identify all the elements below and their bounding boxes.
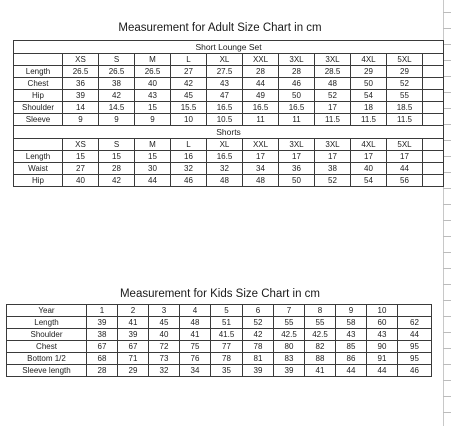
edge-tick — [443, 156, 451, 157]
table-cell: 16.5 — [243, 102, 279, 114]
table-cell: 46 — [171, 175, 207, 187]
table-cell: 29 — [118, 365, 149, 377]
table-cell: 40 — [351, 163, 387, 175]
table-cell: 41 — [118, 317, 149, 329]
table-cell: 39 — [118, 329, 149, 341]
table-cell: 36 — [279, 163, 315, 175]
table-cell: 58 — [336, 317, 367, 329]
size-header-cell: L — [171, 54, 207, 66]
table-cell: 39 — [63, 90, 99, 102]
table-cell: 52 — [315, 175, 351, 187]
section-title-shorts: Shorts — [14, 126, 444, 139]
table-cell: 10.5 — [207, 114, 243, 126]
table-row — [7, 317, 432, 329]
table-cell: 29 — [351, 66, 387, 78]
year-header-row — [7, 305, 432, 317]
edge-tick — [443, 316, 451, 317]
table-cell: 34 — [180, 365, 211, 377]
table-cell: 15 — [63, 151, 99, 163]
table-cell: 34 — [243, 163, 279, 175]
table-cell: 43 — [336, 329, 367, 341]
table-cell: 78 — [211, 353, 243, 365]
row-label: Sleeve — [14, 114, 63, 126]
table-cell: 44 — [336, 365, 367, 377]
table-cell: 48 — [207, 175, 243, 187]
table-cell: 48 — [243, 175, 279, 187]
size-header-cell: M — [135, 139, 171, 151]
table-cell: 28 — [243, 66, 279, 78]
table-cell: 17 — [279, 151, 315, 163]
table-row — [14, 114, 444, 126]
table-cell: 42 — [171, 78, 207, 90]
table-cell: 75 — [180, 341, 211, 353]
year-header-cell: 2 — [118, 305, 149, 317]
edge-tick — [443, 28, 451, 29]
table-cell: 41 — [180, 329, 211, 341]
table-cell: 83 — [274, 353, 305, 365]
empty-cell — [398, 305, 432, 317]
edge-tick — [443, 396, 451, 397]
table-cell: 54 — [351, 90, 387, 102]
table-row — [14, 151, 444, 163]
table-cell: 15 — [135, 102, 171, 114]
table-cell: 14 — [63, 102, 99, 114]
row-label: Hip — [14, 90, 63, 102]
table-cell: 11 — [279, 114, 315, 126]
table-cell: 16.5 — [207, 102, 243, 114]
table-cell: 49 — [243, 90, 279, 102]
row-label: Bottom 1/2 — [7, 353, 87, 365]
size-header-cell: 3XL — [279, 54, 315, 66]
table-cell: 39 — [274, 365, 305, 377]
table-cell: 16.5 — [279, 102, 315, 114]
table-cell: 73 — [149, 353, 180, 365]
year-header-cell: 1 — [87, 305, 118, 317]
table-cell: 10 — [171, 114, 207, 126]
size-header-cell: XL — [207, 139, 243, 151]
table-cell: 42 — [243, 329, 274, 341]
row-label: Hip — [14, 175, 63, 187]
table-cell: 28 — [279, 66, 315, 78]
table-cell: 35 — [211, 365, 243, 377]
table-cell: 42.5 — [274, 329, 305, 341]
table-cell: 44 — [135, 175, 171, 187]
table-cell: 45 — [149, 317, 180, 329]
table-cell: 17 — [387, 151, 423, 163]
table-cell: 76 — [180, 353, 211, 365]
table-cell: 11.5 — [387, 114, 423, 126]
edge-tick — [443, 60, 451, 61]
table-cell: 9 — [135, 114, 171, 126]
table-cell: 28 — [87, 365, 118, 377]
row-label: Shoulder — [14, 102, 63, 114]
row-label: Shoulder — [7, 329, 87, 341]
table-cell: 50 — [279, 175, 315, 187]
table-cell: 15 — [135, 151, 171, 163]
table-row — [14, 175, 444, 187]
table-cell: 95 — [398, 341, 432, 353]
table-cell: 26.5 — [99, 66, 135, 78]
table-cell: 14.5 — [99, 102, 135, 114]
table-cell: 86 — [336, 353, 367, 365]
section-title-short-lounge-set: Short Lounge Set — [14, 41, 444, 54]
row-label: Waist — [14, 163, 63, 175]
table-cell: 62 — [398, 317, 432, 329]
empty-cell — [423, 114, 444, 126]
size-header-cell: XS — [63, 139, 99, 151]
table-cell: 95 — [398, 353, 432, 365]
table-cell: 55 — [387, 90, 423, 102]
size-header-cell: 5XL — [387, 54, 423, 66]
edge-tick — [443, 108, 451, 109]
table-cell: 11.5 — [351, 114, 387, 126]
edge-tick — [443, 140, 451, 141]
table-cell: 16 — [171, 151, 207, 163]
table-cell: 60 — [367, 317, 398, 329]
empty-header-cell — [14, 54, 63, 66]
year-header-label: Year — [7, 305, 87, 317]
table-cell: 44 — [387, 163, 423, 175]
table-row — [14, 78, 444, 90]
size-header-row — [14, 54, 444, 66]
edge-tick — [443, 44, 451, 45]
table-row — [14, 102, 444, 114]
year-header-cell: 6 — [243, 305, 274, 317]
empty-cell — [423, 139, 444, 151]
table-cell: 90 — [367, 341, 398, 353]
table-cell: 17 — [351, 151, 387, 163]
section-header-row — [14, 126, 444, 139]
table-cell: 18 — [351, 102, 387, 114]
kids-size-table — [6, 304, 432, 377]
table-cell: 56 — [387, 175, 423, 187]
table-cell: 46 — [279, 78, 315, 90]
section-header-row — [14, 41, 444, 54]
table-cell: 30 — [135, 163, 171, 175]
table-cell: 52 — [387, 78, 423, 90]
edge-tick — [443, 300, 451, 301]
table-cell: 81 — [243, 353, 274, 365]
table-cell: 9 — [63, 114, 99, 126]
row-label: Sleeve length — [7, 365, 87, 377]
table-cell: 91 — [367, 353, 398, 365]
table-cell: 26.5 — [135, 66, 171, 78]
row-label: Length — [7, 317, 87, 329]
table-cell: 18.5 — [387, 102, 423, 114]
edge-tick — [443, 12, 451, 13]
table-cell: 27 — [63, 163, 99, 175]
table-cell: 9 — [99, 114, 135, 126]
row-label: Chest — [7, 341, 87, 353]
table-cell: 50 — [279, 90, 315, 102]
empty-header-cell — [14, 139, 63, 151]
table-cell: 11 — [243, 114, 279, 126]
empty-cell — [423, 90, 444, 102]
table-row — [14, 90, 444, 102]
table-cell: 45 — [171, 90, 207, 102]
table-cell: 67 — [118, 341, 149, 353]
table-cell: 48 — [315, 78, 351, 90]
size-header-cell: XL — [207, 54, 243, 66]
edge-tick — [443, 380, 451, 381]
table-row — [14, 66, 444, 78]
table-cell: 71 — [118, 353, 149, 365]
adult-chart-title: Measurement for Adult Size Chart in cm — [118, 22, 322, 34]
row-label: Chest — [14, 78, 63, 90]
year-header-cell: 7 — [274, 305, 305, 317]
table-cell: 26.5 — [63, 66, 99, 78]
edge-tick — [443, 172, 451, 173]
table-cell: 17 — [243, 151, 279, 163]
table-cell: 17 — [315, 102, 351, 114]
year-header-cell: 9 — [336, 305, 367, 317]
table-cell: 43 — [135, 90, 171, 102]
size-header-cell: S — [99, 139, 135, 151]
size-header-cell: 4XL — [351, 54, 387, 66]
table-cell: 29 — [387, 66, 423, 78]
table-cell: 16.5 — [207, 151, 243, 163]
table-cell: 32 — [207, 163, 243, 175]
table-cell: 78 — [243, 341, 274, 353]
year-header-cell: 8 — [305, 305, 336, 317]
table-cell: 72 — [149, 341, 180, 353]
year-header-cell: 3 — [149, 305, 180, 317]
table-cell: 42.5 — [305, 329, 336, 341]
table-cell: 42 — [99, 90, 135, 102]
table-cell: 47 — [207, 90, 243, 102]
table-cell: 77 — [211, 341, 243, 353]
table-cell: 52 — [315, 90, 351, 102]
empty-cell — [423, 102, 444, 114]
edge-tick — [443, 204, 451, 205]
empty-cell — [423, 151, 444, 163]
table-row — [14, 163, 444, 175]
year-header-cell: 10 — [367, 305, 398, 317]
table-cell: 40 — [149, 329, 180, 341]
table-cell: 11.5 — [315, 114, 351, 126]
table-cell: 28 — [99, 163, 135, 175]
table-row — [7, 365, 432, 377]
empty-cell — [423, 78, 444, 90]
edge-tick — [443, 268, 451, 269]
table-cell: 27.5 — [207, 66, 243, 78]
edge-tick — [443, 284, 451, 285]
empty-cell — [423, 66, 444, 78]
edge-tick — [443, 188, 451, 189]
table-cell: 38 — [315, 163, 351, 175]
table-cell: 41 — [305, 365, 336, 377]
edge-tick — [443, 364, 451, 365]
size-header-cell: XXL — [243, 54, 279, 66]
year-header-cell: 5 — [211, 305, 243, 317]
table-cell: 40 — [63, 175, 99, 187]
table-cell: 55 — [274, 317, 305, 329]
size-header-cell: L — [171, 139, 207, 151]
table-cell: 67 — [87, 341, 118, 353]
size-header-cell: 3XL — [315, 139, 351, 151]
size-header-cell: S — [99, 54, 135, 66]
table-row — [7, 353, 432, 365]
table-cell: 46 — [398, 365, 432, 377]
table-row — [7, 329, 432, 341]
size-header-cell: 3XL — [279, 139, 315, 151]
table-row — [7, 341, 432, 353]
size-header-row — [14, 139, 444, 151]
edge-tick — [443, 76, 451, 77]
edge-tick — [443, 220, 451, 221]
table-cell: 44 — [398, 329, 432, 341]
kids-chart-title: Measurement for Kids Size Chart in cm — [119, 288, 321, 300]
size-header-cell: XS — [63, 54, 99, 66]
table-cell: 42 — [99, 175, 135, 187]
edge-tick — [443, 92, 451, 93]
size-header-cell: 4XL — [351, 139, 387, 151]
table-cell: 28.5 — [315, 66, 351, 78]
edge-tick — [443, 332, 451, 333]
edge-tick — [443, 124, 451, 125]
table-cell: 40 — [135, 78, 171, 90]
size-header-cell: M — [135, 54, 171, 66]
table-cell: 88 — [305, 353, 336, 365]
year-header-cell: 4 — [180, 305, 211, 317]
table-cell: 52 — [243, 317, 274, 329]
edge-tick — [443, 236, 451, 237]
table-cell: 82 — [305, 341, 336, 353]
table-cell: 48 — [180, 317, 211, 329]
empty-cell — [423, 163, 444, 175]
table-cell: 32 — [149, 365, 180, 377]
edge-tick — [443, 252, 451, 253]
table-cell: 43 — [367, 329, 398, 341]
table-cell: 39 — [243, 365, 274, 377]
table-cell: 80 — [274, 341, 305, 353]
table-cell: 27 — [171, 66, 207, 78]
table-cell: 68 — [87, 353, 118, 365]
table-cell: 39 — [87, 317, 118, 329]
table-cell: 44 — [243, 78, 279, 90]
table-cell: 51 — [211, 317, 243, 329]
table-cell: 32 — [171, 163, 207, 175]
table-cell: 44 — [367, 365, 398, 377]
table-cell: 36 — [63, 78, 99, 90]
table-cell: 38 — [99, 78, 135, 90]
size-header-cell: XXL — [243, 139, 279, 151]
empty-cell — [423, 54, 444, 66]
table-cell: 41.5 — [211, 329, 243, 341]
size-header-cell: 5XL — [387, 139, 423, 151]
table-cell: 54 — [351, 175, 387, 187]
size-header-cell: 3XL — [315, 54, 351, 66]
row-label: Length — [14, 66, 63, 78]
table-cell: 85 — [336, 341, 367, 353]
table-cell: 15 — [99, 151, 135, 163]
edge-tick — [443, 348, 451, 349]
row-label: Length — [14, 151, 63, 163]
empty-cell — [423, 175, 444, 187]
table-cell: 17 — [315, 151, 351, 163]
table-cell: 15.5 — [171, 102, 207, 114]
adult-size-table — [13, 40, 444, 187]
edge-tick — [443, 412, 451, 413]
table-cell: 50 — [351, 78, 387, 90]
table-cell: 55 — [305, 317, 336, 329]
table-cell: 38 — [87, 329, 118, 341]
table-cell: 43 — [207, 78, 243, 90]
